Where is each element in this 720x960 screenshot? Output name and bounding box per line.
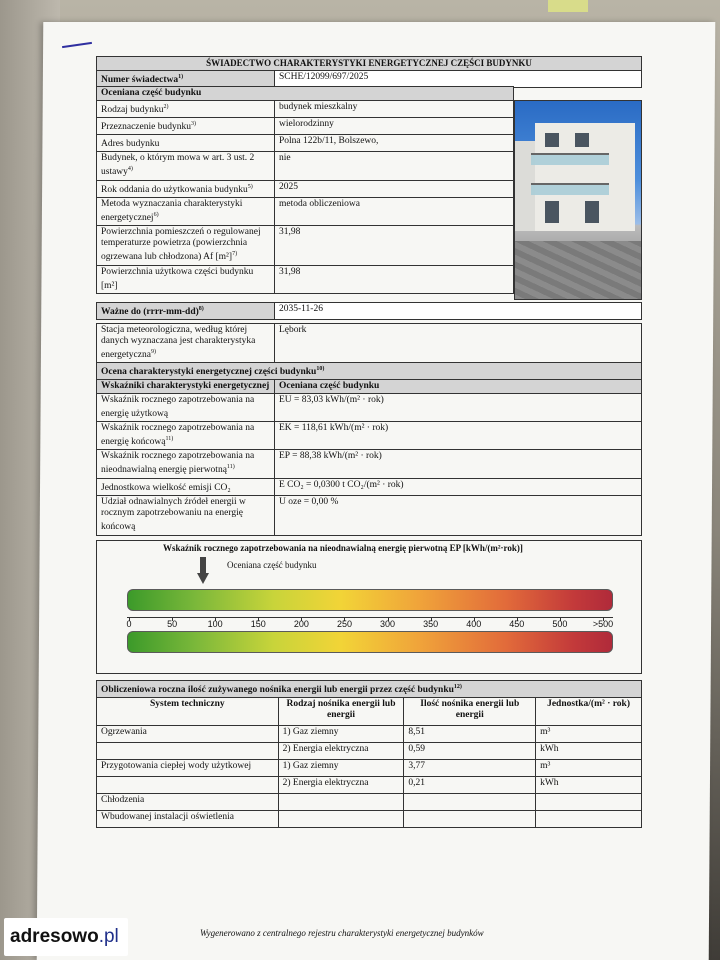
building-row-label: Adres budynku xyxy=(97,135,275,152)
rating-row-value: EU = 83,03 kWh/(m² · rok) xyxy=(275,394,642,422)
building-row-value: 31,98 xyxy=(275,265,514,293)
fuel-cell-system xyxy=(97,743,279,760)
fuel-row xyxy=(97,726,642,743)
station-label: Stacja meteorologiczna, według której danych wyznaczana jest charakterystyka energetyczna$^{9)}$ xyxy=(97,324,275,363)
fuel-cell-amount xyxy=(404,794,536,811)
certificate-number: SCHE/12099/697/2025 xyxy=(275,71,642,88)
fuel-cell-amount: 8,51 xyxy=(404,726,536,743)
fuel-section-header: Obliczeniowa roczna ilość zużywanego nośnika energii lub energii przez część budynku$^{12)}$ xyxy=(97,681,642,698)
rating-row-value: E CO₂ = 0,0300 t CO₂/(m² · rok) xyxy=(275,478,642,495)
building-row-label: Powierzchnia pomieszczeń o regulowanej temperaturze powietrza (powierzchnia ogrzewana lub chłodzona) Af $[m^2]^{7)}$ xyxy=(97,225,275,265)
ep-axis-tick-label: 400 xyxy=(466,619,482,629)
rating-row-label: Wskaźnik rocznego zapotrzebowania na energię końcową$^{11)}$ xyxy=(97,422,275,450)
building-row xyxy=(97,197,514,225)
fuel-row xyxy=(97,811,642,828)
ep-axis-tick-label: 150 xyxy=(250,619,266,629)
building-row xyxy=(97,180,514,197)
fuel-cell-amount: 0,21 xyxy=(404,777,536,794)
fuel-cell-system: Przygotowania ciepłej wody użytkowej xyxy=(97,760,279,777)
building-row-value: Polna 122b/11, Bolszewo, xyxy=(275,135,514,152)
rating-row-label: Wskaźnik rocznego zapotrzebowania na nieodnawialną energię pierwotną$^{11)}$ xyxy=(97,450,275,478)
rating-row-value: U oze = 0,00 % xyxy=(275,495,642,535)
ep-color-bar-bottom xyxy=(127,631,613,653)
building-row xyxy=(97,135,514,152)
ep-axis-tick-label: 0 xyxy=(126,619,132,629)
certificate-title-table xyxy=(96,56,642,88)
rating-col-indicators: Wskaźniki charakterystyki energetycznej xyxy=(97,380,275,394)
fuel-cell-carrier xyxy=(278,794,404,811)
certificate-title: ŚWIADECTWO CHARAKTERYSTYKI ENERGETYCZNEJ CZĘŚCI BUDYNKU xyxy=(97,57,642,71)
building-row-value: wielorodzinny xyxy=(275,118,514,135)
validity-table xyxy=(96,302,642,363)
ep-axis-tick-label: 300 xyxy=(380,619,396,629)
building-section-header: Oceniana część budynku xyxy=(97,87,514,101)
ep-axis-tick-label: 450 xyxy=(509,619,525,629)
building-row-value: 2025 xyxy=(275,180,514,197)
ep-scale-box xyxy=(96,540,642,674)
building-row-value: nie xyxy=(275,152,514,180)
fuel-cell-system: Ogrzewania xyxy=(97,726,279,743)
validity-date: 2035-11-26 xyxy=(275,303,642,320)
fuel-cell-unit: kWh xyxy=(536,743,642,760)
rating-section-header: Ocena charakterystyki energetycznej części budynku$^{10)}$ xyxy=(97,363,642,380)
building-row-label: Rok oddania do użytkowania budynku$^{5)}$ xyxy=(97,180,275,197)
fuel-col-header: Ilość nośnika energii lub energii xyxy=(404,698,536,726)
rating-row-value: EP = 88,38 kWh/(m² · rok) xyxy=(275,450,642,478)
rating-row xyxy=(97,495,642,535)
building-row-label: Powierzchnia użytkowa części budynku [m²] xyxy=(97,265,275,293)
ep-axis xyxy=(127,615,613,629)
rating-row-value: EK = 118,61 kWh/(m² · rok) xyxy=(275,422,642,450)
rating-row-label: Wskaźnik rocznego zapotrzebowania na energię użytkową xyxy=(97,394,275,422)
background-paper-corner xyxy=(548,0,588,12)
fuel-cell-carrier: 2) Energia elektryczna xyxy=(278,777,404,794)
building-row-label: Rodzaj budynku$^{2)}$ xyxy=(97,101,275,118)
building-table xyxy=(96,86,514,294)
building-photo xyxy=(514,100,642,300)
building-row xyxy=(97,152,514,180)
fuel-cell-carrier: 2) Energia elektryczna xyxy=(278,743,404,760)
fuel-cell-unit: m³ xyxy=(536,760,642,777)
fuel-cell-carrier xyxy=(278,811,404,828)
ep-axis-tick-label: 250 xyxy=(336,619,352,629)
ep-marker-arrow-icon xyxy=(197,557,209,585)
fuel-cell-system xyxy=(97,777,279,794)
fuel-cell-unit: m³ xyxy=(536,726,642,743)
validity-label: Ważne do (rrrr-mm-dd)$^{8)}$ xyxy=(97,303,275,320)
fuel-cell-carrier: 1) Gaz ziemny xyxy=(278,760,404,777)
ep-axis-tick-label: 500 xyxy=(552,619,568,629)
ep-marker-label: Oceniana część budynku xyxy=(227,560,317,570)
ep-color-bar-top xyxy=(127,589,613,611)
fuel-cell-system: Wbudowanej instalacji oświetlenia xyxy=(97,811,279,828)
building-row-value: budynek mieszkalny xyxy=(275,101,514,118)
fuel-col-header: Rodzaj nośnika energii lub energii xyxy=(278,698,404,726)
building-row xyxy=(97,118,514,135)
fuel-row xyxy=(97,760,642,777)
fuel-cell-unit: kWh xyxy=(536,777,642,794)
fuel-row xyxy=(97,743,642,760)
rating-row-label: Udział odnawialnych źródeł energii w rocznym zapotrzebowaniu na energię końcową xyxy=(97,495,275,535)
fuel-cell-unit xyxy=(536,811,642,828)
building-row-value: 31,98 xyxy=(275,225,514,265)
fuel-cell-unit xyxy=(536,794,642,811)
fuel-cell-amount: 0,59 xyxy=(404,743,536,760)
rating-row xyxy=(97,394,642,422)
ep-scale-title: Wskaźnik rocznego zapotrzebowania na nieodnawialną energię pierwotną EP [kWh/(m²·rok)] xyxy=(163,543,523,553)
fuel-cell-amount xyxy=(404,811,536,828)
building-row xyxy=(97,265,514,293)
fuel-row xyxy=(97,794,642,811)
certificate-number-label: Numer świadectwa$^{1)}$ xyxy=(97,71,275,88)
rating-row xyxy=(97,478,642,495)
building-row-label: Budynek, o którym mowa w art. 3 ust. 2 ustawy$^{4)}$ xyxy=(97,152,275,180)
building-row-label: Metoda wyznaczania charakterystyki energetycznej$^{6)}$ xyxy=(97,197,275,225)
fuel-row xyxy=(97,777,642,794)
rating-row xyxy=(97,450,642,478)
building-row-value: metoda obliczeniowa xyxy=(275,197,514,225)
ep-axis-tick-label: 200 xyxy=(293,619,309,629)
building-row xyxy=(97,101,514,118)
fuel-cell-system: Chłodzenia xyxy=(97,794,279,811)
footer-note: Wygenerowano z centralnego rejestru charakterystyki energetycznej budynków xyxy=(200,928,484,938)
building-row-label: Przeznaczenie budynku$^{3)}$ xyxy=(97,118,275,135)
building-row xyxy=(97,225,514,265)
fuel-cell-carrier: 1) Gaz ziemny xyxy=(278,726,404,743)
ep-axis-tick-label: 100 xyxy=(207,619,223,629)
fuel-col-header: Jednostka/(m² · rok) xyxy=(536,698,642,726)
rating-table xyxy=(96,362,642,536)
watermark-logo: adresowo.pl xyxy=(4,918,128,956)
ep-axis-tick-label: 50 xyxy=(167,619,178,629)
station-value: Lębork xyxy=(275,324,642,363)
fuel-col-header: System techniczny xyxy=(97,698,279,726)
rating-row-label: Jednostkowa wielkość emisji CO₂ xyxy=(97,478,275,495)
fuel-cell-amount: 3,77 xyxy=(404,760,536,777)
ep-axis-tick-label: >500 xyxy=(592,619,614,629)
ep-axis-tick-label: 350 xyxy=(423,619,439,629)
fuel-table xyxy=(96,680,642,828)
rating-col-part: Oceniana część budynku xyxy=(275,380,642,394)
rating-row xyxy=(97,422,642,450)
